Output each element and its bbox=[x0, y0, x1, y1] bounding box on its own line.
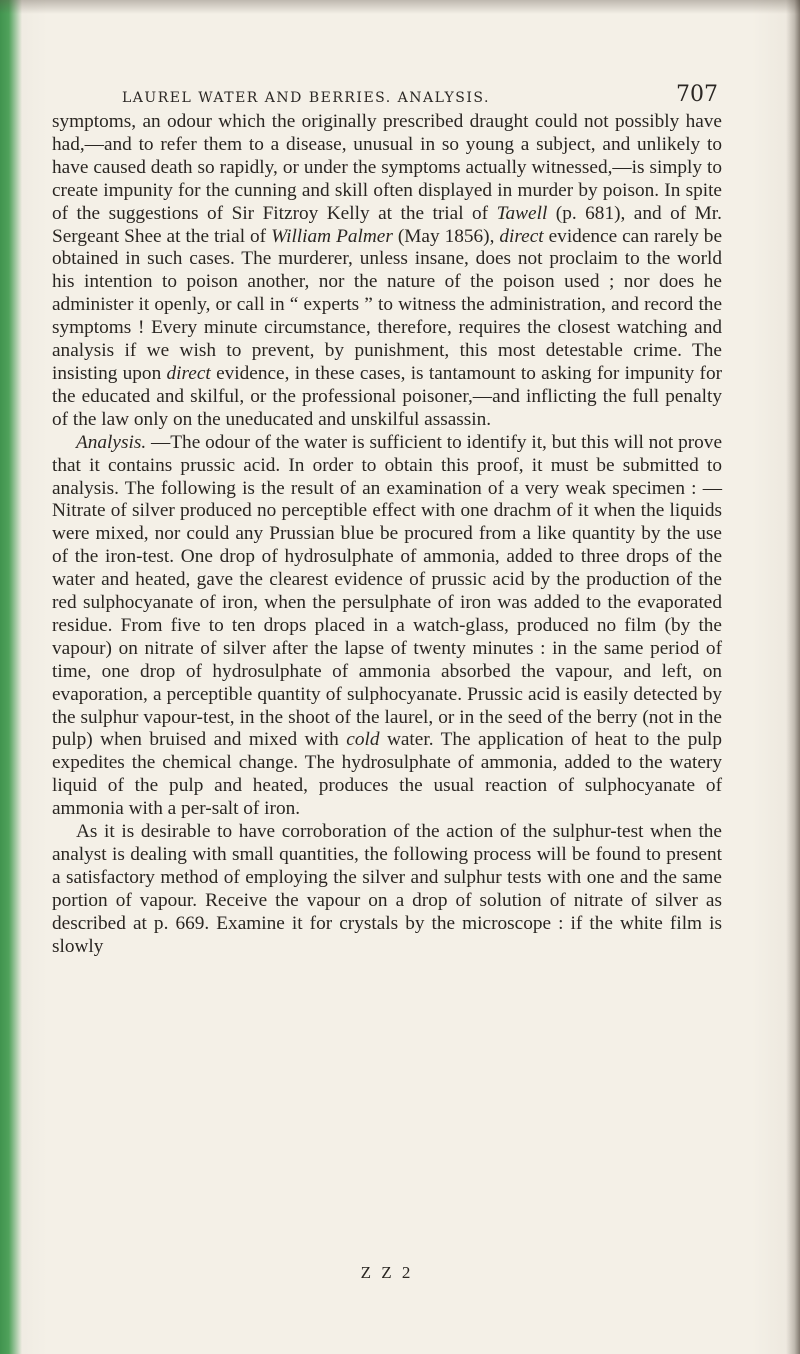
paragraph-text: (May 1856), bbox=[392, 225, 500, 247]
paragraph bbox=[52, 821, 722, 958]
paragraph bbox=[52, 432, 722, 821]
paragraph-text: water. The application of heat to the pulp expedites the chemical change. The hydrosulphate of ammonia, added to the watery liquid of the pulp and heated, produces the usual reaction of sulphocyanate of ammonia with a per-salt of iron. bbox=[52, 729, 722, 820]
italic-text: Tawell bbox=[496, 202, 548, 224]
paragraph-text: As it is desirable to have corroboration of the action of the sulphur-test when the analyst is dealing with small quantities, the following process will be found to present a satisfactory method of employing the silver and sulphur tests with one and the same portion of vapour. Receive the vapour on a drop of solution of nitrate of silver as described at p. 669. Examine it for crystals by the microscope : if the white film is slowly bbox=[52, 821, 722, 957]
body-text bbox=[52, 111, 722, 959]
running-title: LAUREL WATER AND BERRIES. ANALYSIS. bbox=[122, 90, 490, 106]
running-head bbox=[50, 68, 718, 108]
page-number: 707 bbox=[676, 82, 718, 107]
paragraph-text: evidence can rarely be obtained in such cases. The murderer, unless insane, does not proclaim to the world his intention to poison another, nor the nature of the poison used ; nor does he administer it openly, or call in “ experts ” to witness the administration, and record the symptoms ! Every minute circumstance, therefore, requires the closest watching and analysis if we wish to prevent, by punishment, this most detestable crime. The insisting upon bbox=[52, 225, 723, 384]
italic-text: direct bbox=[499, 225, 544, 247]
page-top-edge bbox=[0, 0, 800, 14]
italic-text: William Palmer bbox=[271, 225, 393, 247]
signature-mark: Z Z 2 bbox=[360, 1263, 414, 1282]
italic-text: direct bbox=[166, 362, 211, 384]
italic-text: Analysis. bbox=[76, 431, 147, 453]
paragraph bbox=[52, 111, 722, 432]
page-left-edge bbox=[0, 0, 22, 1354]
paragraph-text: evidence, in these cases, is tantamount to asking for impunity for the educated and skilful, or the professional poisoner,—and inflicting the full penalty of the law only on the uneducated and unskilful assassin. bbox=[52, 362, 723, 430]
paragraph-text: (p. 681), and of Mr. Sergeant Shee at the trial of bbox=[52, 202, 722, 247]
page-spine-shadow bbox=[786, 0, 800, 1354]
paragraph-text: —The odour of the water is sufficient to identify it, but this will not prove that it contains prussic acid. In order to obtain this proof, it must be submitted to analysis. The following is the result of an examination of a very weak specimen : — Nitrate of silver produced no perceptible effect with one drachm of it when the liquids were mixed, nor could any Prussian blue be procured from a like quantity by the use of the iron-test. One drop of hydrosulphate of ammonia, added to three drops of the water and heated, gave the clearest evidence of prussic acid by the production of the red sulphocyanate of iron, when the persulphate of iron was added to the evaporated residue. From five to ten drops placed in a watch-glass, produced no film (by the vapour) on nitrate of silver after the lapse of twenty minutes : in the same period of time, one drop of hydrosulphate of ammonia absorbed the vapour, and left, on evaporation, a perceptible quantity of sulphocyanate. Prussic acid is easily detected by the sulphur vapour-test, in the shoot of the laurel, or in the seed of the berry (not in the pulp) when bruised and mixed with bbox=[52, 431, 723, 751]
paragraph-text: symptoms, an odour which the originally prescribed draught could not possibly have had,—and to refer them to a disease, unusual in so young a subject, and unlikely to have caused death so rapidly, or under the symptoms actually witnessed,—is simply to create impunity for the cunning and skill often displayed in murder by poison. In spite of the suggestions of Sir Fitzroy Kelly at the trial of bbox=[52, 111, 722, 224]
italic-text: cold bbox=[346, 729, 380, 751]
